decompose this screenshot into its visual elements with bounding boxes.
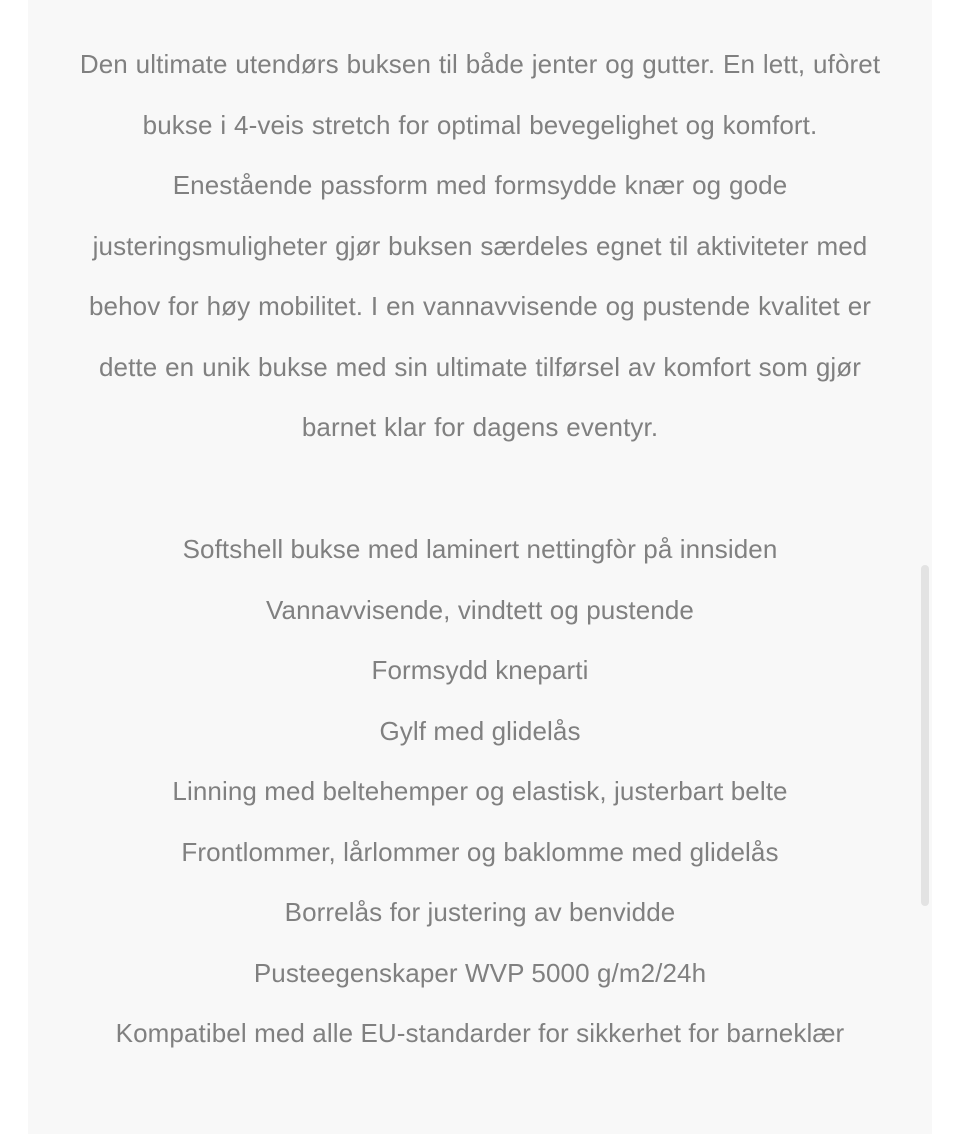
list-item: Softshell bukse med laminert nettingfòr på innsiden: [182, 534, 778, 564]
product-description-panel: [28, 0, 932, 1134]
vertical-scrollbar-track[interactable]: [918, 0, 932, 1134]
list-item: Pusteegenskaper WVP 5000 g/m2/24h: [253, 957, 707, 988]
product-description-paragraph: Den ultimate utendørs buksen til både jenter og gutter. En lett, ufòret bukse i 4-veis stretch for optimal bevegelighet og komfort. Enestående passform med formsydde knær og gode justeringsmuligheter gjør buksen særdeles egnet til aktiviteter med behov for høy mobilitet. I en vannavvisende og pustende kvalitet er dette en unik bukse med sin ultimate tilførsel av komfort som gjør barnet klar for dagens eventyr.: [79, 49, 881, 442]
list-item: Linning med beltehemper og elastisk, justerbart belte: [172, 776, 788, 806]
list-item: Gylf med glidelås: [379, 715, 581, 746]
list-item: Frontlommer, lårlommer og baklomme med glidelås: [181, 836, 779, 867]
vertical-scrollbar-thumb[interactable]: [921, 565, 929, 906]
list-item: Formsydd kneparti: [371, 655, 589, 685]
list-item: Kompatibel med alle EU-standarder for sikkerhet for barneklær: [115, 1018, 845, 1048]
list-item: Borrelås for justering av benvidde: [284, 897, 676, 927]
list-item: Vannavvisende, vindtett og pustende: [266, 594, 694, 625]
product-feature-list: [73, 519, 887, 1064]
